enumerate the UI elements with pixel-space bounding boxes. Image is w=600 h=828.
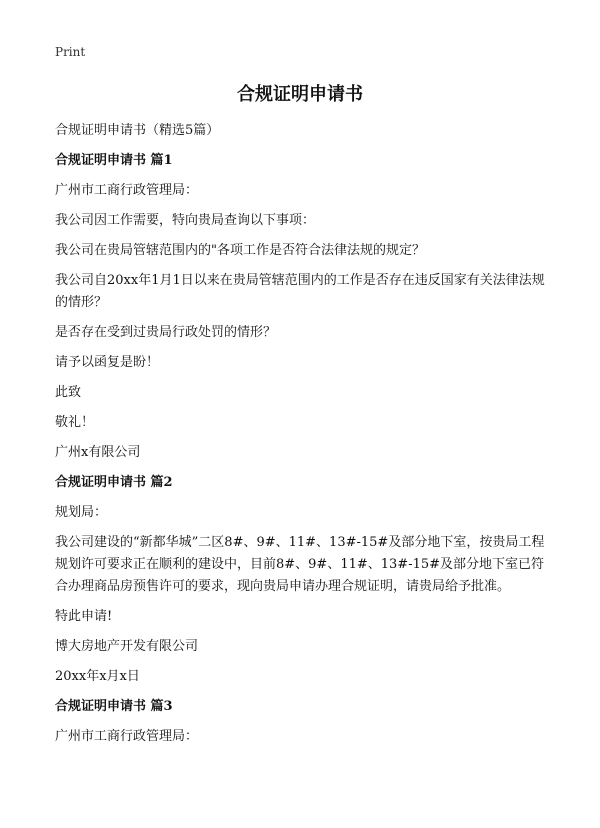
- paragraph: 广州市工商行政管理局：: [55, 183, 199, 198]
- intro-text: 合规证明申请书（精选5篇）: [55, 123, 220, 138]
- section-heading: 合规证明申请书 篇1: [55, 153, 173, 168]
- paragraph: 请予以函复是盼！: [55, 355, 160, 370]
- paragraph: 我公司自20xx年1月1日以来在贵局管辖范围内的工作是否存在违反国家有关法律法规的情形？: [55, 273, 545, 310]
- paragraph: 博大房地产开发有限公司: [55, 639, 199, 654]
- paragraph: 我公司因工作需要，特向贵局查询以下事项：: [55, 213, 316, 228]
- paragraph: 此致: [55, 385, 82, 400]
- document-title: 合规证明申请书: [237, 84, 363, 105]
- print-label: Print: [55, 45, 86, 59]
- paragraph: 规划局：: [55, 505, 108, 520]
- paragraph: 广州x有限公司: [55, 445, 141, 460]
- paragraph: 敬礼！: [55, 415, 95, 430]
- paragraph: 我公司建设的“新都华城”二区8#、9#、11#、13#-15#及部分地下室，按贵局工程规划许可要求正在顺利的建设中，目前8#、9#、11#、13#-15#及部分地下室已符合办理商品房预售许可的要求，现向贵局申请办理合规证明，请贵局给予批准。: [55, 535, 545, 594]
- document-body: [55, 120, 550, 756]
- section-heading: 合规证明申请书 篇3: [55, 699, 173, 714]
- paragraph: 广州市工商行政管理局：: [55, 729, 199, 744]
- section-heading: 合规证明申请书 篇2: [55, 475, 173, 490]
- paragraph: 特此申请!: [55, 609, 113, 624]
- paragraph: 20xx年x月x日: [55, 669, 140, 684]
- paragraph: 我公司在贵局管辖范围内的"各项工作是否符合法律法规的规定？: [55, 243, 425, 258]
- paragraph: 是否存在受到过贵局行政处罚的情形？: [55, 325, 277, 340]
